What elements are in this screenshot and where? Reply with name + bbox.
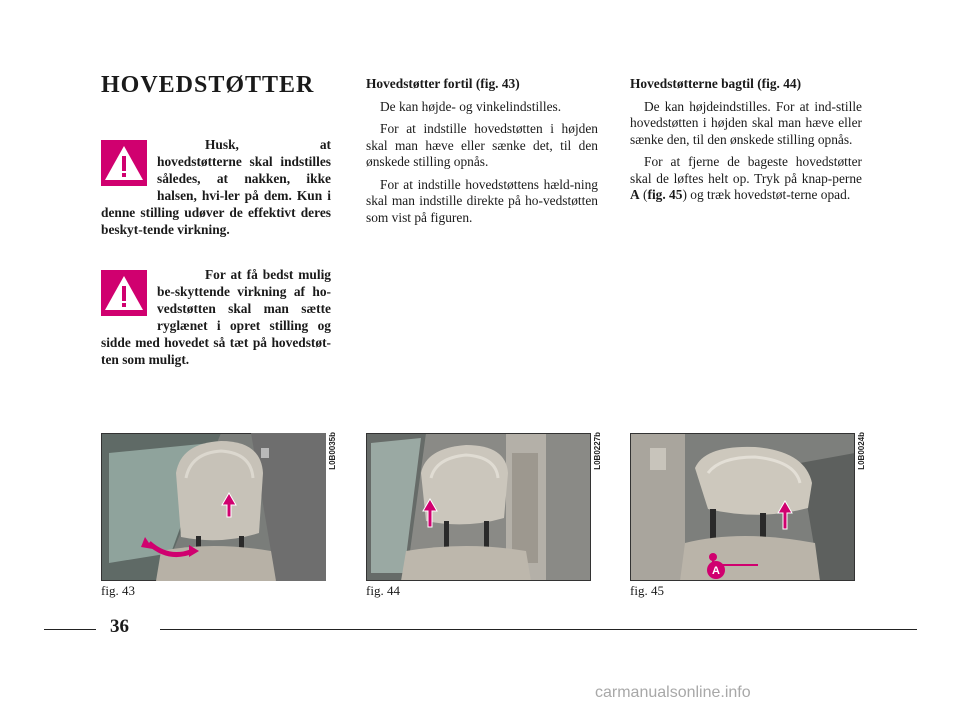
warning-block-1: [101, 136, 331, 238]
rear-heading: Hovedstøtterne bagtil (fig. 44): [630, 76, 802, 91]
warning-text-1: Husk, at hovedstøtterne skal indstilles således, at nakken, ikke halsen, hvi-ler på dem. Kun i denne stilling udøver de effektivt deres beskyt-tende virkning.: [101, 137, 331, 237]
watermark: carmanualsonline.info: [595, 684, 751, 701]
warning-block-2: [101, 266, 331, 368]
front-headrests-section: [366, 76, 598, 232]
figure-44-caption: fig. 44: [366, 583, 400, 598]
footer-rule-right: [160, 629, 917, 630]
figure-43-code: L0B0035b: [328, 432, 337, 470]
page-number: 36: [110, 616, 129, 637]
figure-45-label-a: A: [712, 565, 720, 577]
page-title: HOVEDSTØTTER: [101, 72, 315, 98]
figure-43-caption: fig. 43: [101, 583, 135, 598]
figure-43-photo: [101, 433, 326, 581]
front-paragraph-3: For at indstille hovedstøttens hæld-ning skal man indstille direkte på ho-vedstøtten som vist på figuren.: [366, 176, 598, 225]
front-heading: Hovedstøtter fortil (fig. 43): [366, 76, 520, 91]
button-a-label: A: [630, 187, 640, 202]
figure-45-caption: fig. 45: [630, 583, 664, 598]
rear-paragraph-1: De kan højdeindstilles. For at ind-stille hovedstøtten i højden skal man hæve eller sænke den, til den ønskede stilling opnås.: [630, 98, 862, 147]
fig-44-link[interactable]: fig. 44: [761, 76, 797, 91]
figure-45-photo: [630, 433, 855, 581]
warning-triangle-icon: [101, 270, 147, 316]
front-paragraph-1: De kan højde- og vinkelindstilles.: [380, 98, 562, 114]
rear-paragraph-2: For at fjerne de bageste hovedstøtter skal de løftes helt op. Tryk på knap-perne A (fig. 45) og træk hovedstøt-terne opad.: [630, 154, 862, 202]
fig-43-link[interactable]: fig. 43: [480, 76, 516, 91]
warning-text-2: For at få bedst mulig be-skyttende virkning af ho-vedstøtten skal man sætte ryglænet i opret stilling og sidde med hovedet så tæt på hovedstøt-ten som muligt.: [101, 267, 331, 367]
rear-headrests-section: [630, 76, 862, 210]
front-paragraph-2: For at indstille hovedstøtten i højden skal man hæve eller sænke det, til den ønskede stilling opnås.: [366, 121, 598, 169]
footer-rule-left: [44, 629, 96, 630]
fig-45-link[interactable]: fig. 45: [647, 187, 683, 202]
figure-44-code: L0B0227b: [593, 432, 602, 470]
warning-triangle-icon: [101, 140, 147, 186]
figure-45-code: L0B0024b: [857, 432, 866, 470]
figure-44-photo: [366, 433, 591, 581]
